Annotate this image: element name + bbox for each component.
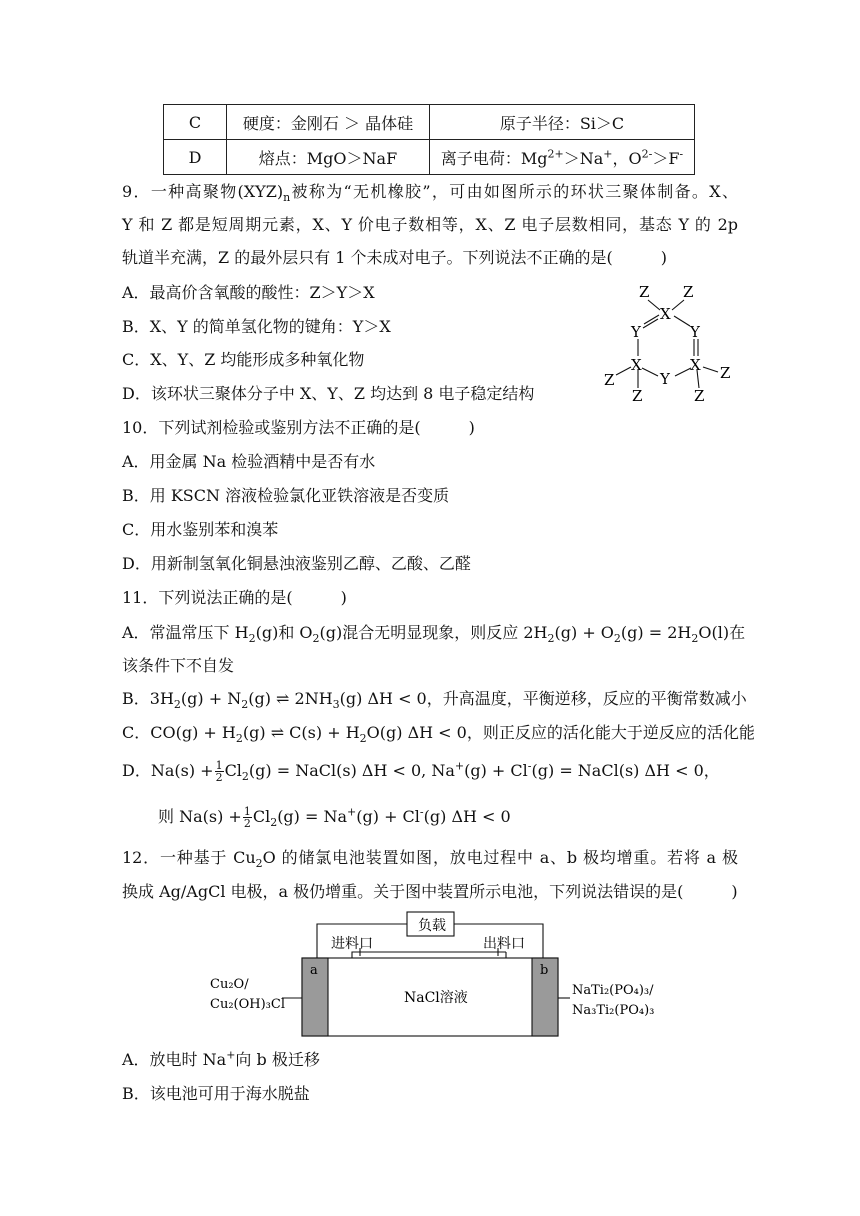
statement-cell: 硬度：金刚石 ＞ 晶体硅 — [227, 105, 430, 140]
table-row — [164, 140, 695, 175]
q11-stem: 11．下列说法正确的是( ) — [122, 588, 347, 607]
atom-z: Z — [694, 387, 705, 405]
q10-option-d: D．用新制氢氧化铜悬浊液鉴别乙醇、乙酸、乙醛 — [122, 554, 471, 573]
q9-option-b: B．X、Y 的简单氢化物的键角：Y＞X — [122, 317, 391, 336]
q11-option-c: C．$CO(g) + H_2(g)$ ⇌ $C(s) + H_2O(g) \Delta H < 0$，则正反应的活化能大于逆反应的活化能 — [122, 723, 755, 746]
q12-stem-line-1: 12．一种基于 $Cu_2O$ 的储氯电池装置如图，放电过程中 a、b 极均增重。若将 a 极 — [122, 848, 738, 871]
electrode-a-label: a — [310, 963, 318, 978]
q9-option-a: A．最高价含氧酸的酸性：Z＞Y＞X — [122, 283, 375, 302]
atom-x: X — [690, 356, 701, 374]
q11-option-d-line-2: 则 Na(s) + $\frac{1}{2}$ $Cl_2(g) = Na^+(g) + Cl^-(g) \Delta H < 0$ — [158, 805, 511, 830]
q11-option-a-line-1: A．常温常压下 $H_2(g)$和 $O_2(g)$混合无明显现象，则反应 $2H_2(g) + O_2(g) = 2H_2O(l)$在 — [122, 623, 746, 646]
atom-z: Z — [632, 387, 643, 405]
q11-option-b: B．$3H_2(g) + N_2(g)$ ⇌ $2NH_3(g) \Delta H < 0$，升高温度，平衡逆移，反应的平衡常数减小 — [122, 689, 747, 712]
q10-option-a: A．用金属 Na 检验酒精中是否有水 — [122, 452, 376, 471]
q9-stem-line-3: 轨道半充满，Z 的最外层只有 1 个未成对电子。下列说法不正确的是( ) — [122, 248, 668, 267]
battery-diagram — [200, 910, 670, 1042]
q11-option-a-line-2: 该条件下不自发 — [122, 656, 235, 675]
atom-y: Y — [660, 370, 670, 388]
atom-x: X — [660, 305, 671, 323]
right-electrode-material: Na₃Ti₂(PO₄)₃ — [572, 1003, 655, 1018]
atom-z: Z — [683, 283, 694, 301]
inlet-label: 进料口 — [331, 936, 373, 952]
q10-option-b: B．用 KSCN 溶液检验氯化亚铁溶液是否变质 — [122, 486, 450, 505]
atom-z: Z — [639, 283, 650, 301]
q10-stem: 10．下列试剂检验或鉴别方法不正确的是( ) — [122, 418, 475, 437]
left-electrode-material: Cu₂O/ — [210, 977, 249, 992]
reason-cell: 原子半径：Si＞C — [430, 105, 695, 140]
statement-cell: 熔点：MgO＞NaF — [227, 140, 430, 175]
atom-z: Z — [604, 371, 615, 389]
reason-cell: 离子电荷：$Mg^{2+}>Na^+$，$O^{2-}>F^-$ — [430, 140, 695, 175]
electrolyte-label: NaCl溶液 — [404, 990, 468, 1006]
q9-option-d: D．该环状三聚体分子中 X、Y、Z 均达到 8 电子稳定结构 — [122, 384, 535, 403]
q10-option-c: C．用水鉴别苯和溴苯 — [122, 520, 279, 539]
fraction-one-half: $\frac{1}{2}$ — [215, 759, 223, 784]
q9-stem-line-1: 9．一种高聚物$(XYZ)_n$被称为“无机橡胶”，可由如图所示的环状三聚体制备。X、 — [122, 182, 738, 205]
option-cell: D — [164, 140, 227, 175]
left-electrode-material: Cu₂(OH)₃Cl — [210, 997, 285, 1012]
load-label: 负载 — [418, 918, 446, 934]
electrode-b-label: b — [540, 963, 549, 978]
q9-option-c: C．X、Y、Z 均能形成多种氧化物 — [122, 350, 365, 369]
atom-z: Z — [720, 364, 731, 382]
table-row — [164, 105, 695, 140]
q9-stem-line-2: Y 和 Z 都是短周期元素，X、Y 价电子数相等，X、Z 电子层数相同，基态 Y 的 2p — [122, 215, 738, 234]
q12-stem-line-2: 换成 Ag/AgCl 电极，a 极仍增重。关于图中装置所示电池，下列说法错误的是( ) — [122, 882, 738, 901]
option-cell: C — [164, 105, 227, 140]
comparison-table — [163, 104, 695, 175]
atom-y: Y — [690, 323, 700, 341]
q12-option-b: B．该电池可用于海水脱盐 — [122, 1084, 310, 1103]
q12-option-a: A．放电时 Na+向 b 极迁移 — [122, 1048, 320, 1069]
atom-x: X — [631, 356, 642, 374]
outlet-label: 出料口 — [483, 936, 525, 952]
fraction-one-half: $\frac{1}{2}$ — [243, 805, 251, 830]
q11-option-d-line-1: D．Na(s) + $\frac{1}{2}$ $Cl_2(g)$ = NaCl(s) ΔH < 0, Na+(g) + Cl-(g) = NaCl(s) ΔH < 0， — [122, 759, 720, 784]
right-electrode-material: NaTi₂(PO₄)₃/ — [572, 983, 654, 998]
cyclic-trimer-structure — [596, 278, 746, 408]
atom-y: Y — [631, 323, 641, 341]
